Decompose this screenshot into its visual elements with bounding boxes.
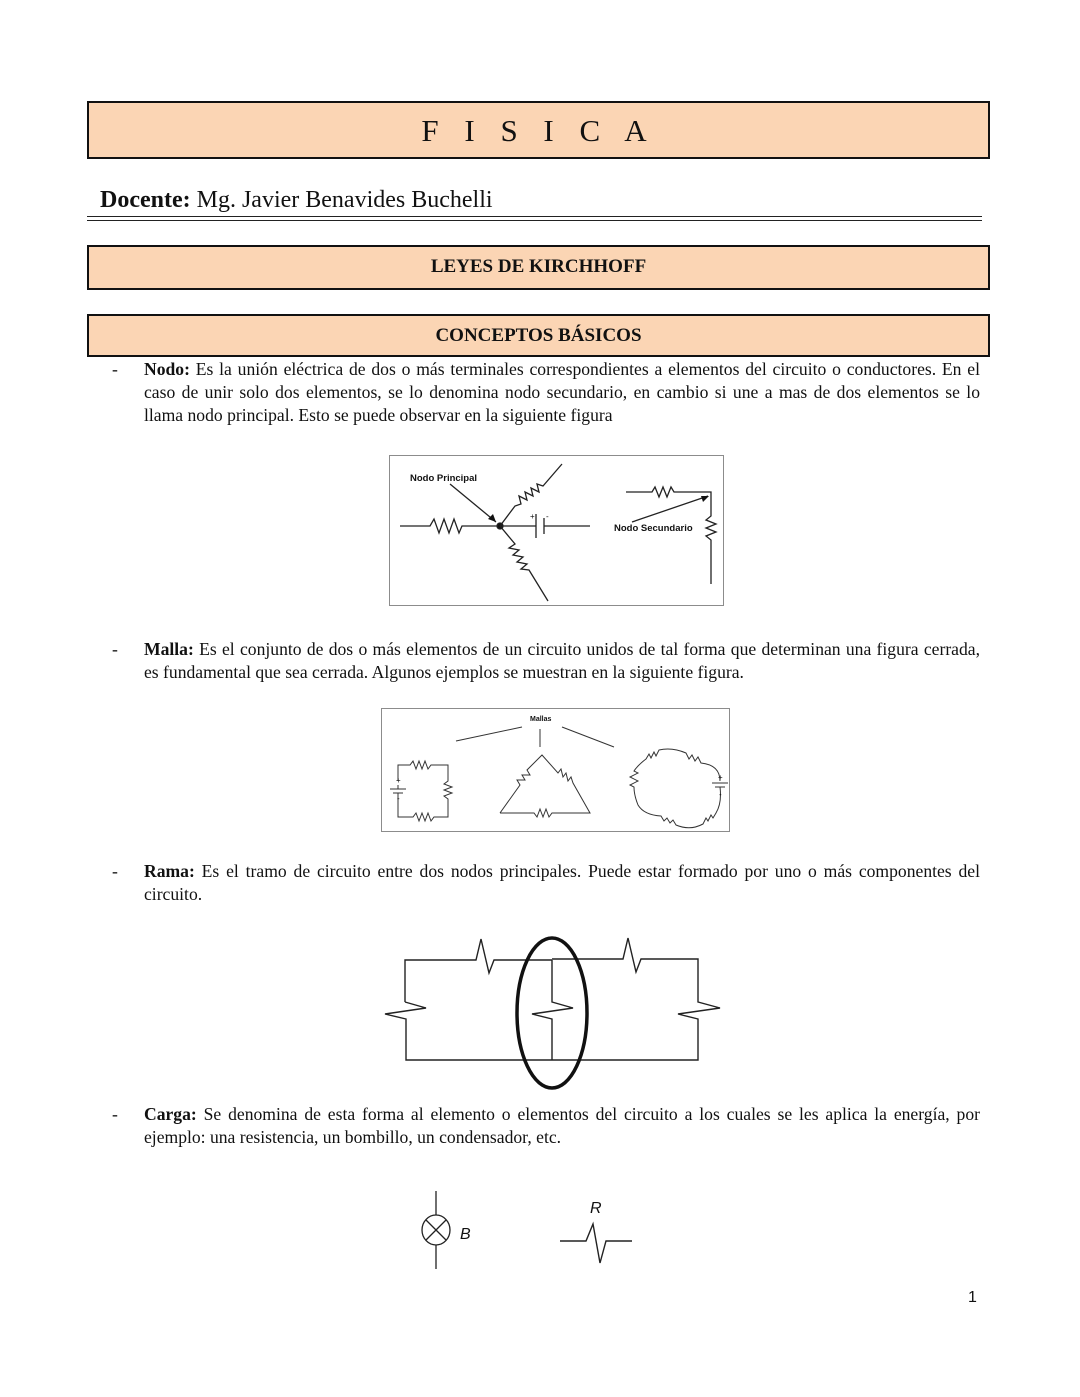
left-resistor <box>385 1002 552 1060</box>
label-nodo-secundario: Nodo Secundario <box>614 523 693 534</box>
bullet-dash: - <box>112 359 118 379</box>
figure-nodo <box>389 455 724 606</box>
battery-minus: - <box>546 512 549 521</box>
pointer-arrow <box>456 727 614 747</box>
nodo-diagram <box>390 456 723 605</box>
bullet-dash: - <box>112 1104 118 1124</box>
document-title-box <box>87 101 990 159</box>
left-loop-wire <box>405 939 552 1002</box>
divider-line <box>87 216 982 217</box>
figure-malla <box>381 708 730 832</box>
arrowhead <box>701 496 709 502</box>
label-nodo-principal: Nodo Principal <box>410 473 478 484</box>
teacher-line <box>100 187 493 214</box>
wire <box>400 519 500 533</box>
bullet-dash: - <box>112 639 118 659</box>
malla-diagram <box>382 709 729 831</box>
wire <box>626 487 716 584</box>
battery-minus: - <box>719 790 722 799</box>
list-item-rama <box>108 860 980 906</box>
definition: Se denomina de esta forma al elemento o elementos del circuito a los cuales se les aplica la energía, por ejemplo: una resistencia, un bombillo, un condensador, etc. <box>144 1104 980 1147</box>
wire <box>500 514 590 538</box>
arrowhead <box>488 514 496 522</box>
resistor-icon <box>560 1224 632 1263</box>
battery-plus: + <box>718 773 723 782</box>
round-mesh <box>630 749 728 828</box>
definition: Es el conjunto de dos o más elementos de un circuito unidos de tal forma que determinan una figura cerrada, es fundamental que sea cerrada. Algunos ejemplos se muestran en la siguiente figura. <box>144 639 980 682</box>
pointer-arrow <box>632 496 708 522</box>
bullet-dash: - <box>112 861 118 881</box>
list-item-carga <box>108 1103 980 1149</box>
section-heading-text: CONCEPTOS BÁSICOS <box>435 325 642 346</box>
rama-diagram <box>380 930 725 1090</box>
section-heading-conceptos <box>87 314 990 357</box>
term: Rama: <box>144 861 195 881</box>
section-heading-leyes <box>87 245 990 290</box>
page-number: 1 <box>968 1289 977 1306</box>
label-mallas: Mallas <box>530 716 552 723</box>
term: Malla: <box>144 639 194 659</box>
document-title: F I S I C A <box>421 113 656 148</box>
section-heading-text: LEYES DE KIRCHHOFF <box>430 256 647 277</box>
teacher-label: Docente: <box>100 187 191 213</box>
term: Nodo: <box>144 359 190 379</box>
definition: Es el tramo de circuito entre dos nodos principales. Puede estar formado por uno o más componentes del circuito. <box>144 861 980 904</box>
figure-rama <box>380 930 725 1090</box>
battery-minus: - <box>397 794 400 803</box>
list-item-nodo <box>108 358 980 427</box>
square-mesh <box>390 761 452 821</box>
teacher-name: Mg. Javier Benavides Buchelli <box>190 187 493 213</box>
definition: Es la unión eléctrica de dos o más terminales correspondientes a elementos del circuito o conductores. En el caso de unir solo dos elementos, se lo denomina nodo secundario, en cambio si une a mas de dos elementos se lo llama nodo principal. Esto se puede observar en la siguiente figura <box>144 359 980 425</box>
pointer-arrow <box>450 484 496 522</box>
bulb-icon <box>422 1191 450 1269</box>
figure-carga <box>410 1185 650 1275</box>
divider-line <box>87 220 982 221</box>
battery-plus: + <box>396 776 401 785</box>
term: Carga: <box>144 1104 197 1124</box>
right-loop-wire <box>552 938 720 1060</box>
carga-diagram <box>410 1185 650 1275</box>
resistor-label: R <box>590 1200 602 1217</box>
wire <box>500 526 548 601</box>
branch-wire <box>532 960 573 1060</box>
battery-plus: + <box>530 512 535 521</box>
bulb-label: B <box>460 1226 471 1243</box>
list-item-malla <box>108 638 980 684</box>
triangle-mesh <box>500 755 590 817</box>
